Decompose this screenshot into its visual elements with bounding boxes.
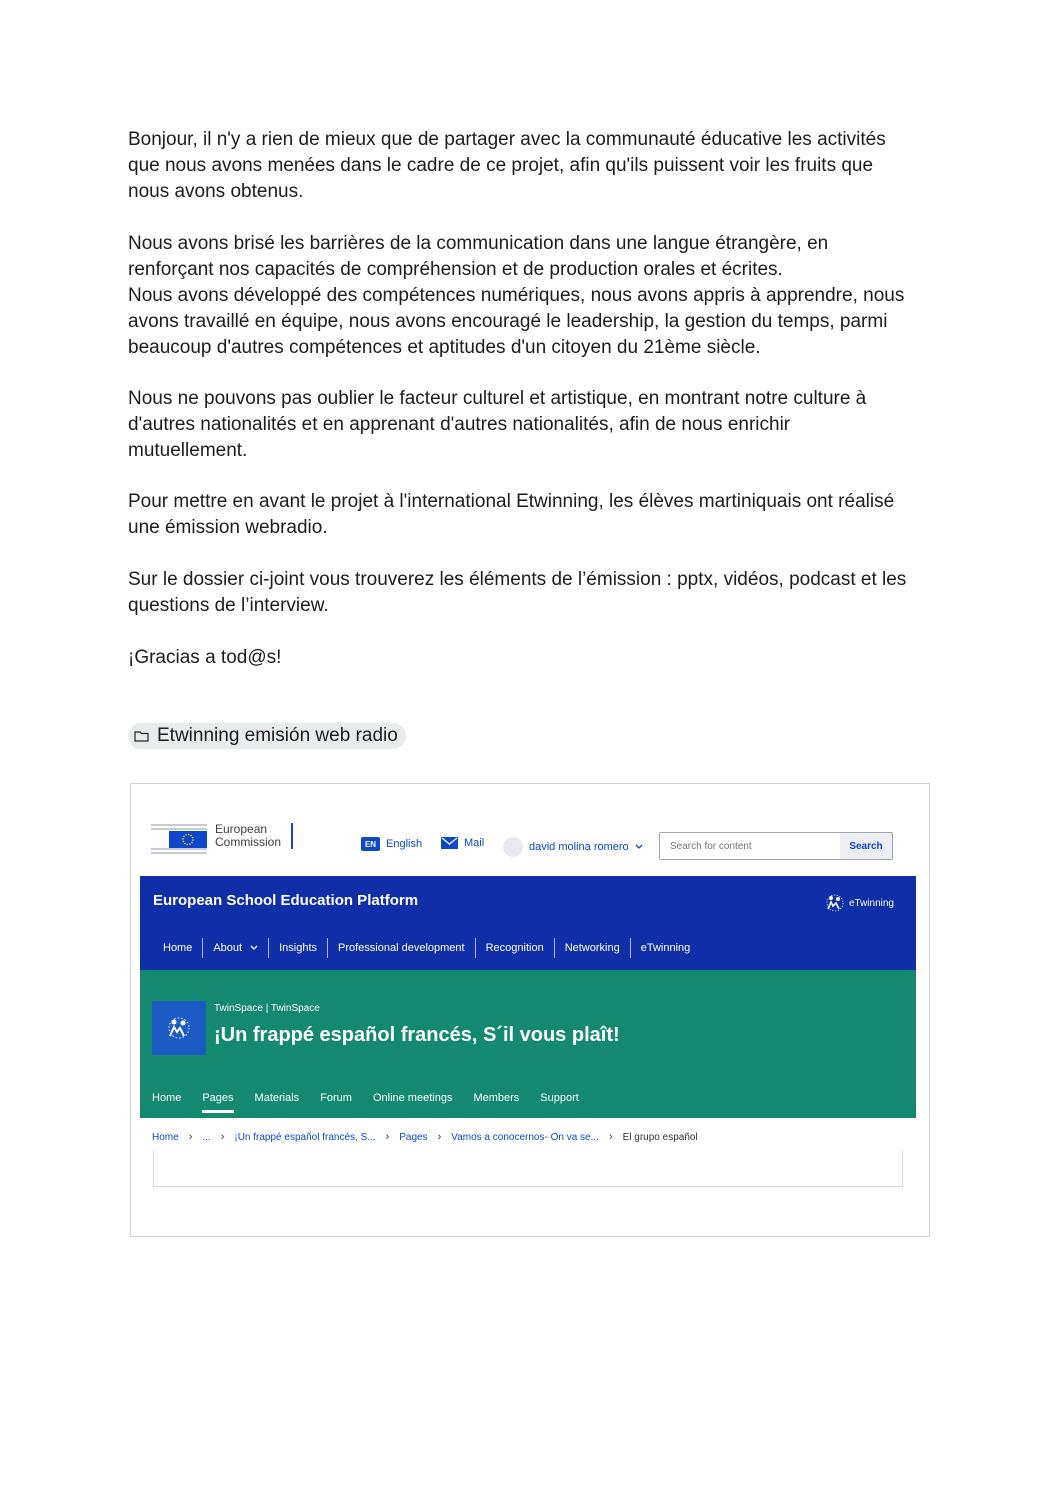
- text-line: Bonjour, il n'y a rien de mieux que de partager avec la communauté éducative les activités: [128, 129, 886, 150]
- tab-home[interactable]: Home: [152, 1092, 182, 1104]
- etwinning-brand: eTwinning: [848, 897, 894, 909]
- embedded-screenshot: [130, 783, 930, 1237]
- platform-nav: [153, 938, 700, 958]
- breadcrumb: [152, 1131, 698, 1143]
- paragraph-folder: [128, 567, 938, 619]
- nav-professional-development[interactable]: Professional development: [328, 938, 476, 958]
- language-selector[interactable]: [361, 837, 422, 851]
- tab-members[interactable]: Members: [473, 1092, 520, 1104]
- search-box: [659, 832, 893, 860]
- breadcrumb-current: El grupo español: [622, 1131, 698, 1143]
- nav-recognition[interactable]: Recognition: [476, 938, 555, 958]
- breadcrumb-project[interactable]: ¡Un frappé español francés, S...: [234, 1131, 376, 1143]
- nav-etwinning[interactable]: eTwinning: [640, 942, 691, 954]
- tab-pages[interactable]: Pages: [202, 1092, 234, 1104]
- chevron-right-icon: ›: [608, 1131, 613, 1143]
- tab-materials[interactable]: Materials: [254, 1092, 300, 1104]
- nav-about[interactable]: [203, 938, 269, 958]
- tab-forum[interactable]: Forum: [320, 1092, 352, 1104]
- chevron-right-icon: ›: [188, 1131, 193, 1143]
- text-line: mutuellement.: [128, 440, 248, 461]
- twinspace-icon: [152, 1001, 206, 1055]
- text-line: que nous avons menées dans le cadre de ce projet, afin qu'ils puissent voir les fruits que: [128, 155, 874, 176]
- folder-icon: [134, 730, 149, 742]
- chevron-right-icon: ›: [437, 1131, 442, 1143]
- attachment-label: Etwinning emisión web radio: [157, 725, 398, 746]
- text-line: Nous avons développé des compétences numériques, nous avons appris à apprendre, nous: [128, 285, 905, 306]
- user-menu[interactable]: [503, 837, 643, 857]
- divider: [291, 823, 293, 849]
- ec-logo-line1: European: [215, 822, 268, 836]
- paragraph-intro: [128, 127, 938, 205]
- attachment-chip[interactable]: [128, 723, 406, 749]
- mail-label: Mail: [464, 837, 485, 849]
- language-label: English: [386, 838, 423, 850]
- breadcrumb-page[interactable]: Vamos a conocernos- On va se...: [451, 1131, 599, 1143]
- ec-header: [131, 784, 929, 876]
- tab-online-meetings[interactable]: Online meetings: [372, 1092, 453, 1104]
- chevron-right-icon: ›: [220, 1131, 225, 1143]
- text-line: Nous ne pouvons pas oublier le facteur culturel et artistique, en montrant notre culture à: [128, 388, 867, 409]
- search-input[interactable]: [660, 833, 840, 859]
- avatar: [503, 837, 523, 857]
- paragraph-webradio: [128, 489, 938, 541]
- twinspace-banner: [140, 970, 916, 1118]
- text-line: renforçant nos capacités de compréhension et de production orales et écrites.: [128, 259, 783, 280]
- text-line: d'autres nationalités et en apprenant d'autres nationalités, afin de nous enrichir: [128, 414, 791, 435]
- chevron-right-icon: ›: [385, 1131, 390, 1143]
- text-line: questions de l’interview.: [128, 595, 329, 616]
- language-code-badge: EN: [361, 837, 380, 851]
- text-line: avons travaillé en équipe, nous avons encouragé le leadership, la gestion du temps, parmi: [128, 311, 888, 332]
- paragraph-thanks: [128, 645, 938, 671]
- ec-logo: [151, 814, 293, 858]
- text-line: beaucoup d'autres compétences et aptitudes d'un citoyen du 21ème siècle.: [128, 337, 761, 358]
- mail-icon: [441, 837, 458, 849]
- platform-banner: [140, 876, 916, 970]
- ec-logo-icon: [151, 814, 211, 858]
- breadcrumb-pages[interactable]: Pages: [399, 1131, 428, 1143]
- paragraph-culture: [128, 386, 938, 464]
- breadcrumb-ellipsis[interactable]: ...: [202, 1131, 211, 1143]
- tab-support[interactable]: Support: [540, 1092, 579, 1104]
- twinspace-crumb: TwinSpace | TwinSpace: [214, 1003, 320, 1014]
- etwinning-icon: [825, 894, 845, 912]
- platform-title: European School Education Platform: [153, 892, 419, 909]
- ec-logo-line2: Commission: [215, 835, 282, 849]
- mail-link[interactable]: [441, 837, 484, 849]
- chevron-down-icon: [635, 844, 643, 850]
- chevron-down-icon: [250, 945, 258, 951]
- text-line: ¡Gracias a tod@s!: [128, 647, 282, 668]
- twinspace-tabs: [152, 1092, 600, 1104]
- twinspace-title: ¡Un frappé español francés, S´il vous plaît!: [214, 1024, 620, 1046]
- text-line: nous avons obtenus.: [128, 181, 304, 202]
- user-name: david molina romero: [529, 841, 629, 853]
- text-line: Nous avons brisé les barrières de la communication dans une langue étrangère, en: [128, 233, 829, 254]
- text-line: Pour mettre en avant le projet à l'international Etwinning, les élèves martiniquais ont réalisé: [128, 491, 895, 512]
- search-button[interactable]: Search: [840, 833, 892, 859]
- text-line: Sur le dossier ci-joint vous trouverez les éléments de l’émission : pptx, vidéos, podcast et les: [128, 569, 907, 590]
- text-line: une émission webradio.: [128, 517, 328, 538]
- content-panel: [153, 1150, 903, 1187]
- nav-home[interactable]: Home: [153, 938, 203, 958]
- paragraph-skills: [128, 231, 938, 361]
- breadcrumb-home[interactable]: Home: [152, 1131, 179, 1143]
- nav-about-label: About: [213, 942, 243, 954]
- nav-insights[interactable]: Insights: [269, 938, 328, 958]
- etwinning-logo: [825, 894, 894, 912]
- nav-networking[interactable]: Networking: [555, 938, 631, 958]
